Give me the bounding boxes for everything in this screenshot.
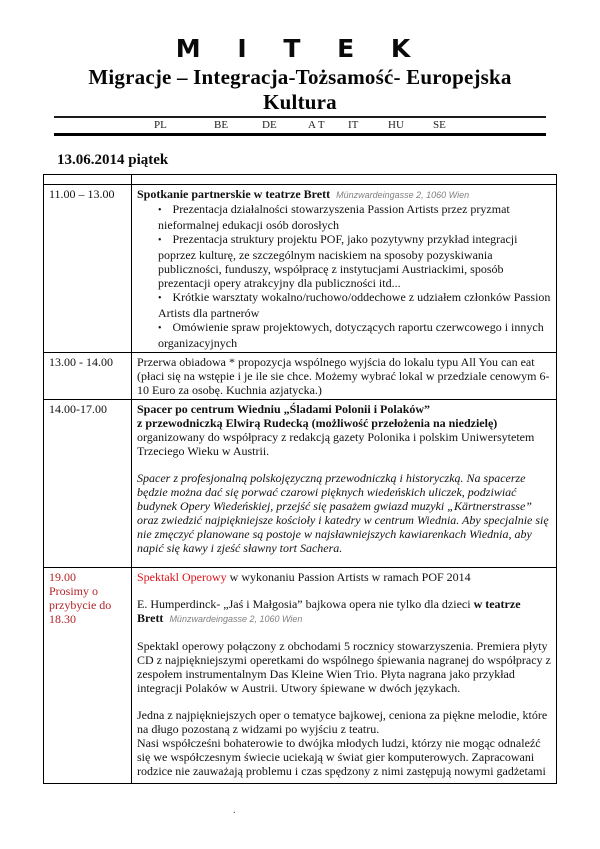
schedule-table [43, 174, 557, 784]
list-item-text: Prezentacja struktury projektu POF, jako pozytywny przykład integracji poprzez kulturę, ze szczególnym naciskiem na sposoby pozyskiwania publiczności, funduszy, współpracę z instytucjami Austriackimi, sposób prezentacji opery atrakcyjny dla publiczności itd... [158, 232, 518, 290]
list-item [137, 290, 551, 320]
date-heading: 13.06.2014 piątek [57, 152, 169, 168]
event-title-line1: Spacer po centrum Wiedniu „Śladami Polonii i Polaków” [137, 402, 431, 416]
page-title: Migracje – Integracja-Tożsamość- Europejska Kultura [88, 65, 512, 114]
time-line: 19.00 [49, 570, 76, 584]
time-note-line: 18.30 [49, 612, 76, 626]
event-title-line [137, 187, 551, 202]
venue-address: Münzwardeingasse 2, 1060 Wien [336, 190, 470, 200]
agenda-list [137, 202, 551, 350]
event-text: organizowany do współpracy z redakcją gazety Polonika i polskim Uniwersytetem Trzeciego Wieku w Austrii. [137, 430, 535, 458]
table-row [44, 400, 557, 568]
time-note-line: przybycie do [49, 598, 112, 612]
event-paragraph: Spektakl operowy połączony z obchodami 5 rocznicy stowarzyszenia. Premiera płyty CD z najpiękniejszymi operetkami do wspólnego śpiewania nagranej do współpracy z zespołem instrumentalnym Das Kleine Wien Trio. Płyta nagrana jako przykład integracji Polaków w Austrii. Utwory śpiewane w dwóch językach. [137, 639, 551, 695]
list-item-text: Omówienie spraw projektowych, dotyczących raportu czerwcowego i innych organizacyjnych [158, 320, 544, 350]
bullet-icon: • [158, 205, 162, 216]
event-heading-line [137, 570, 551, 584]
language-code-de: DE [262, 119, 277, 131]
empty-time-cell [44, 175, 132, 185]
language-code-hu: HU [388, 119, 404, 131]
table-row [44, 185, 557, 353]
event-cell [132, 400, 557, 568]
opera-intro-text: E. Humperdinck- „Jaś i Małgosia” bajkowa opera nie tylko dla dzieci [137, 597, 474, 611]
list-item-text: Krótkie warsztaty wokalno/ruchowo/oddechowe z udziałem członków Passion Artists dla partnerów [158, 290, 551, 320]
list-item-text: Prezentacja działalności stowarzyszenia Passion Artists przez pryzmat nieformalnej edukacji osób dorosłych [158, 202, 510, 232]
table-row [44, 353, 557, 400]
event-title-line2: z przewodniczką Elwirą Rudecką (możliwość przełożenia na niedzielę) [137, 416, 498, 430]
list-item [137, 320, 551, 350]
bullet-icon: • [158, 293, 162, 304]
list-item [137, 202, 551, 232]
language-code-at: A T [308, 119, 325, 131]
event-text: Przerwa obiadowa * propozycja wspólnego wyjścia do lokalu typu All You can eat (płaci się na wstępie i je ile sie chce. Możemy wybrać lokal w przedziale cenowym 6-10 Euro za osobę. Kuchnia azjatycka.) [137, 355, 550, 397]
bullet-icon: • [158, 323, 162, 334]
title-block [54, 65, 546, 118]
event-cell [132, 568, 557, 784]
bullet-icon: • [158, 235, 162, 246]
opera-venue-bold: w teatrze Brett [137, 597, 521, 625]
event-heading-rest: w wykonaniu Passion Artists w ramach POF 2014 [226, 570, 471, 584]
event-title: Spotkanie partnerskie w teatrze Brett [137, 187, 331, 201]
language-code-pl: PL [154, 119, 167, 131]
table-row-empty [44, 175, 557, 185]
time-cell: 11.00 – 13.00 [44, 185, 132, 353]
language-code-be: BE [214, 119, 229, 131]
event-description-italic: Spacer z profesjonalną polskojęzyczną przewodniczką i historyczką. Na spacerze będzie można dać się porwać czarowi pięknych wiedeńskich uliczek, podziwiać budynek Opery Wiedeńskiej, przejść się pasażem gwiazd muzyki „Kärtnerstrasse” oraz zwiedzić najpiękniejsze kościoły i katedry w centrum Wiednia. Aby specjalnie się nie zmęczyć planowane są postoje w najsławniejszych kawiarenkach Wiednia, aby napić się kawy i zjeść sławny tort Sachera. [137, 471, 549, 555]
language-code-it: IT [348, 119, 359, 131]
event-paragraph: Jedna z najpiękniejszych oper o tematyce bajkowej, ceniona za piękne melodie, które na długo pozostaną z widzami po wyjściu z teatru. [137, 708, 548, 736]
event-paragraph: Nasi współcześni bohaterowie to dwójka młodych ludzi, którzy nie mogąc odnaleźć się we współczesnym świecie uciekają w świat gier komputerowych. Zapracowani rodzice nie zauważają problemu i czas spędzony z nimi zastępują nowymi gadżetami [137, 736, 546, 778]
time-cell: 14.00-17.00 [44, 400, 132, 568]
language-code-se: SE [433, 119, 446, 131]
opera-intro-line [137, 597, 551, 626]
event-cell [132, 185, 557, 353]
list-item [137, 232, 551, 290]
language-codes-row [54, 118, 546, 136]
time-cell: 13.00 - 14.00 [44, 353, 132, 400]
logo-text: M I T E K [175, 34, 425, 63]
table-row [44, 568, 557, 784]
time-note-line: Prosimy o [49, 584, 99, 598]
venue-address: Münzwardeingasse 2, 1060 Wien [169, 614, 303, 624]
empty-content-cell [132, 175, 557, 185]
time-cell [44, 568, 132, 784]
footer-dot-mark: . [233, 804, 236, 816]
event-heading-red: Spektakl Operowy [137, 570, 227, 584]
event-cell [132, 353, 557, 400]
